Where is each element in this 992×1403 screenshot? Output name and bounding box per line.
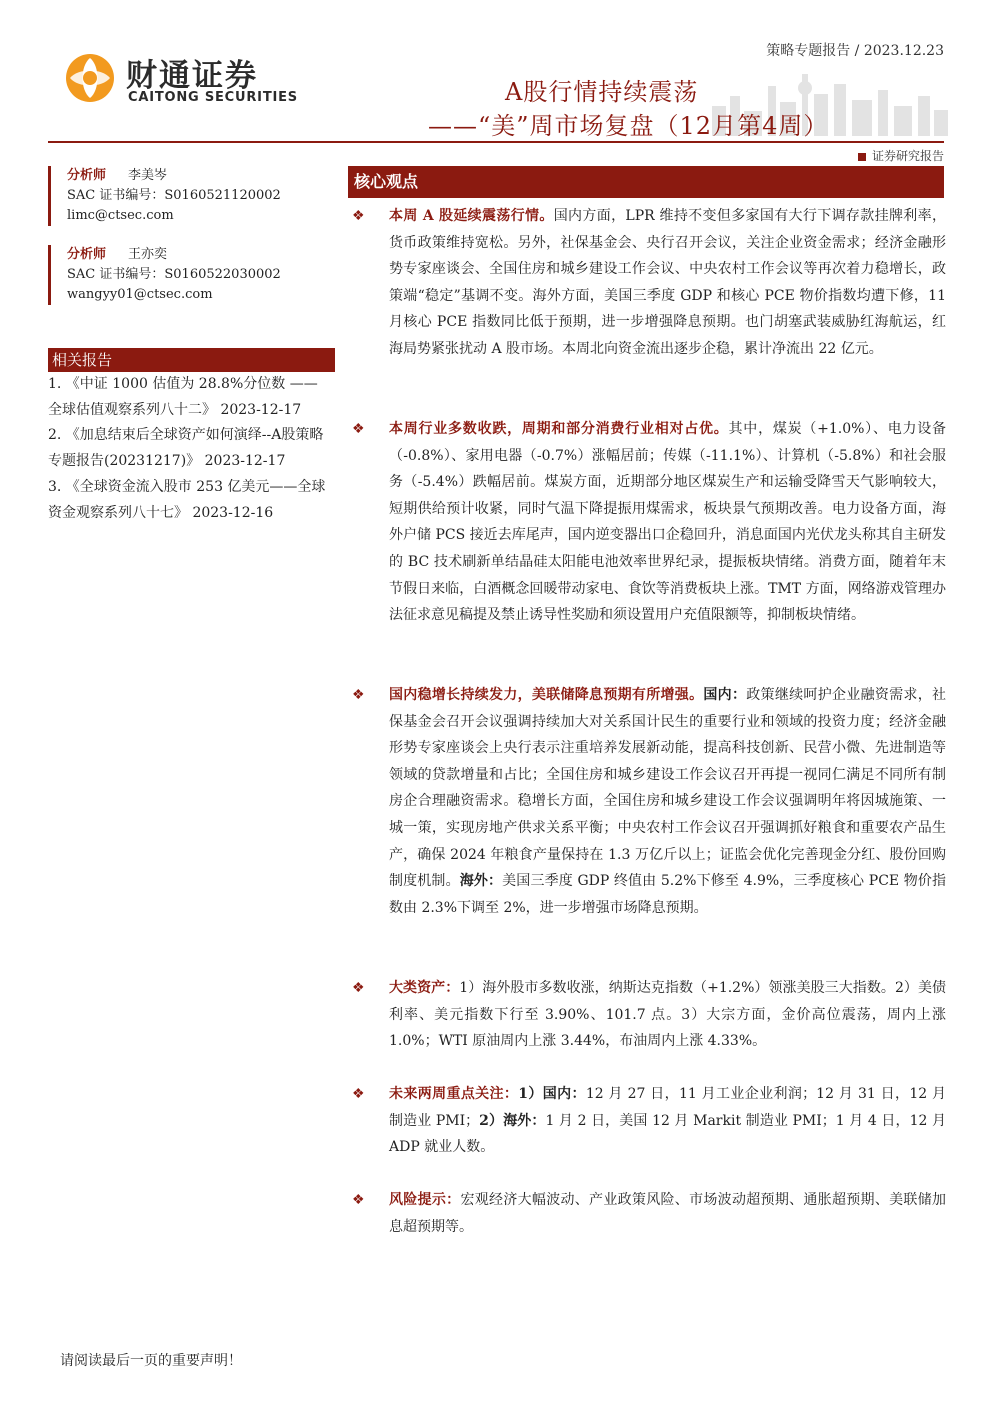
report-type-text: 证券研究报告 bbox=[871, 149, 944, 163]
related-reports-heading: 相关报告 bbox=[48, 348, 335, 372]
key-point-text: 国内方面，LPR 维持不变但多家国有大行下调存款挂牌利率，货币政策维持宽松。另外，社保基金会、央行召开会议，关注企业资金需求；经济金融形势专家座谈会、全国住房和城乡建设工作会议、中央农村工作会议等再次着力稳增长，政策端“稳定”基调不变。海外方面，美国三季度 GDP 和核心 PCE 物价指数均遭下修，11 月核心 PCE 指数同比低于预期，进一步增强降息预期。也门胡塞武装威胁红海航运，红海局势紧张扰动 A 股市场。本周北向资金流出逐步企稳，累计净流出 22 亿元。 bbox=[389, 208, 946, 357]
report-title-sub: ——“美”周市场复盘（12月第4周） bbox=[428, 112, 829, 140]
key-point-text: 1 月 2 日，美国 12 月 Markit 制造业 PMI；1 月 4 日，12 月 ADP 就业人数。 bbox=[389, 1112, 946, 1156]
key-point bbox=[352, 975, 946, 1055]
key-point bbox=[352, 1187, 946, 1240]
analyst-card bbox=[48, 245, 352, 305]
key-point-lead: 大类资产： bbox=[389, 980, 460, 996]
key-point-text: 1）海外股市多数收涨，纳斯达克指数（+1.2%）领涨美股三大指数。2）美债利率、美元指数下行至 3.90%、101.7 点。3）大宗方面，金价高位震荡，周内上涨 1.0%；WTI 原油周内上涨 3.44%，布油周内上涨 4.33%。 bbox=[389, 980, 946, 1050]
key-point-lead: 未来两周重点关注： bbox=[389, 1086, 519, 1102]
key-point-lead: 国内稳增长持续发力，美联储降息预期有所增强。 bbox=[389, 687, 704, 703]
key-point-lead: 风险提示： bbox=[389, 1192, 461, 1208]
square-bullet-icon bbox=[858, 153, 866, 161]
key-point-lead: 本周行业多数收跌，周期和部分消费行业相对占优。 bbox=[389, 421, 729, 437]
core-views-heading: 核心观点 bbox=[348, 166, 944, 198]
related-reports-list bbox=[48, 372, 331, 526]
analyst-name: 王亦奕 bbox=[128, 247, 168, 262]
related-report-item[interactable]: 1. 《中证 1000 估值为 28.8%分位数 ——全球估值观察系列八十二》 2023-12-17 bbox=[48, 376, 318, 418]
key-point bbox=[352, 682, 946, 921]
key-point-text: 其中，煤炭（+1.0%）、电力设备（-0.8%）、家用电器（-0.7%）涨幅居前；传媒（-11.1%）、计算机（-5.8%）和社会服务（-5.4%）跌幅居前。煤炭方面，近期部分地区煤炭生产和运输受降雪天气影响较大，短期供给预计收紧，同时气温下降提振用煤需求，板块景气预期改善。电力设备方面，海外户储 PCS 接近去库尾声，国内逆变器出口企稳回升，消息面国内光伏龙头称其自主研发的 BC 技术刷新单结晶硅太阳能电池效率世界纪录，提振板块情绪。消费方面，随着年末节假日来临，白酒概念回暖带动家电、食饮等消费板块上涨。TMT 方面，网络游戏管理办法征求意见稿提及禁止诱导性奖励和须设置用户充值限额等，抑制板块情绪。 bbox=[389, 421, 946, 624]
diamond-bullet-icon: ❖ bbox=[352, 687, 365, 703]
diamond-bullet-icon: ❖ bbox=[352, 421, 365, 437]
analyst-email[interactable]: wangyy01@ctsec.com bbox=[67, 287, 213, 302]
diamond-bullet-icon: ❖ bbox=[352, 208, 365, 224]
analyst-name: 李美岑 bbox=[128, 168, 168, 183]
key-point-strong: 国内： bbox=[703, 687, 747, 703]
analyst-role: 分析师 bbox=[67, 168, 107, 183]
analyst-name-row bbox=[67, 166, 352, 186]
caitong-logo-icon bbox=[64, 52, 116, 104]
key-point-strong: 1）国内： bbox=[518, 1086, 586, 1102]
key-point bbox=[352, 416, 946, 629]
key-point-text: 12 月 27 日，11 月工业企业利润；12 月 31 日，12 月制造业 PMI； bbox=[389, 1086, 946, 1129]
analyst-email[interactable]: limc@ctsec.com bbox=[67, 208, 174, 223]
analyst-role: 分析师 bbox=[67, 247, 107, 262]
report-title-main: A股行情持续震荡 bbox=[505, 78, 699, 106]
key-point-strong: 2）海外： bbox=[479, 1112, 546, 1129]
key-point bbox=[352, 203, 946, 363]
key-point-text: 宏观经济大幅波动、产业政策风险、市场波动超预期、通胀超预期、美联储加息超预期等。 bbox=[389, 1192, 947, 1235]
key-point-text: 政策继续呵护企业融资需求，社保基金会召开会议强调持续加大对关系国计民生的重要行业和领域的投资力度；经济金融形势专家座谈会上央行表示注重培养发展新动能，提高科技创新、民营小微、先进制造等领域的贷款增量和占比；全国住房和城乡建设工作会议召开再提一视同仁满足不同所有制房企合理融资需求。稳增长方面，全国住房和城乡建设工作会议强调明年将因城施策、一城一策，实现房地产供求关系平衡；中央农村工作会议召开强调抓好粮食和重要农产品生产，确保 2024 年粮食产量保持在 1.3 万亿斤以上；证监会优化完善现金分红、股份回购制度机制。 bbox=[389, 687, 947, 890]
diamond-bullet-icon: ❖ bbox=[352, 1086, 365, 1102]
analyst-name-row bbox=[67, 245, 352, 265]
logo-wordmark-en: CAITONG SECURITIES bbox=[128, 90, 298, 105]
diamond-bullet-icon: ❖ bbox=[352, 1192, 365, 1208]
key-point-lead: 本周 A 股延续震荡行情。 bbox=[389, 208, 554, 224]
key-point bbox=[352, 1081, 946, 1161]
diamond-bullet-icon: ❖ bbox=[352, 980, 365, 996]
header-divider bbox=[48, 141, 944, 143]
logo-wordmark-cn: 财通证券 bbox=[126, 58, 258, 94]
related-report-item[interactable]: 2. 《加息结束后全球资产如何演绎--A股策略专题报告(20231217)》 2023-12-17 bbox=[48, 427, 324, 470]
related-report-item[interactable]: 3. 《全球资金流入股市 253 亿美元——全球资金观察系列八十七》 2023-12-16 bbox=[48, 478, 326, 521]
report-type-label bbox=[858, 147, 944, 164]
analyst-sac: SAC 证书编号：S0160522030002 bbox=[67, 267, 281, 282]
key-point-strong: 海外： bbox=[459, 873, 503, 890]
disclaimer-note: 请阅读最后一页的重要声明！ bbox=[60, 1353, 242, 1369]
report-meta: 策略专题报告 / 2023.12.23 bbox=[766, 43, 944, 59]
analyst-sac: SAC 证书编号：S0160521120002 bbox=[67, 188, 281, 203]
key-point-text: 美国三季度 GDP 终值由 5.2%下修至 4.9%，三季度核心 PCE 物价指数由 2.3%下调至 2%，进一步增强市场降息预期。 bbox=[389, 873, 947, 916]
analyst-card bbox=[48, 166, 352, 226]
